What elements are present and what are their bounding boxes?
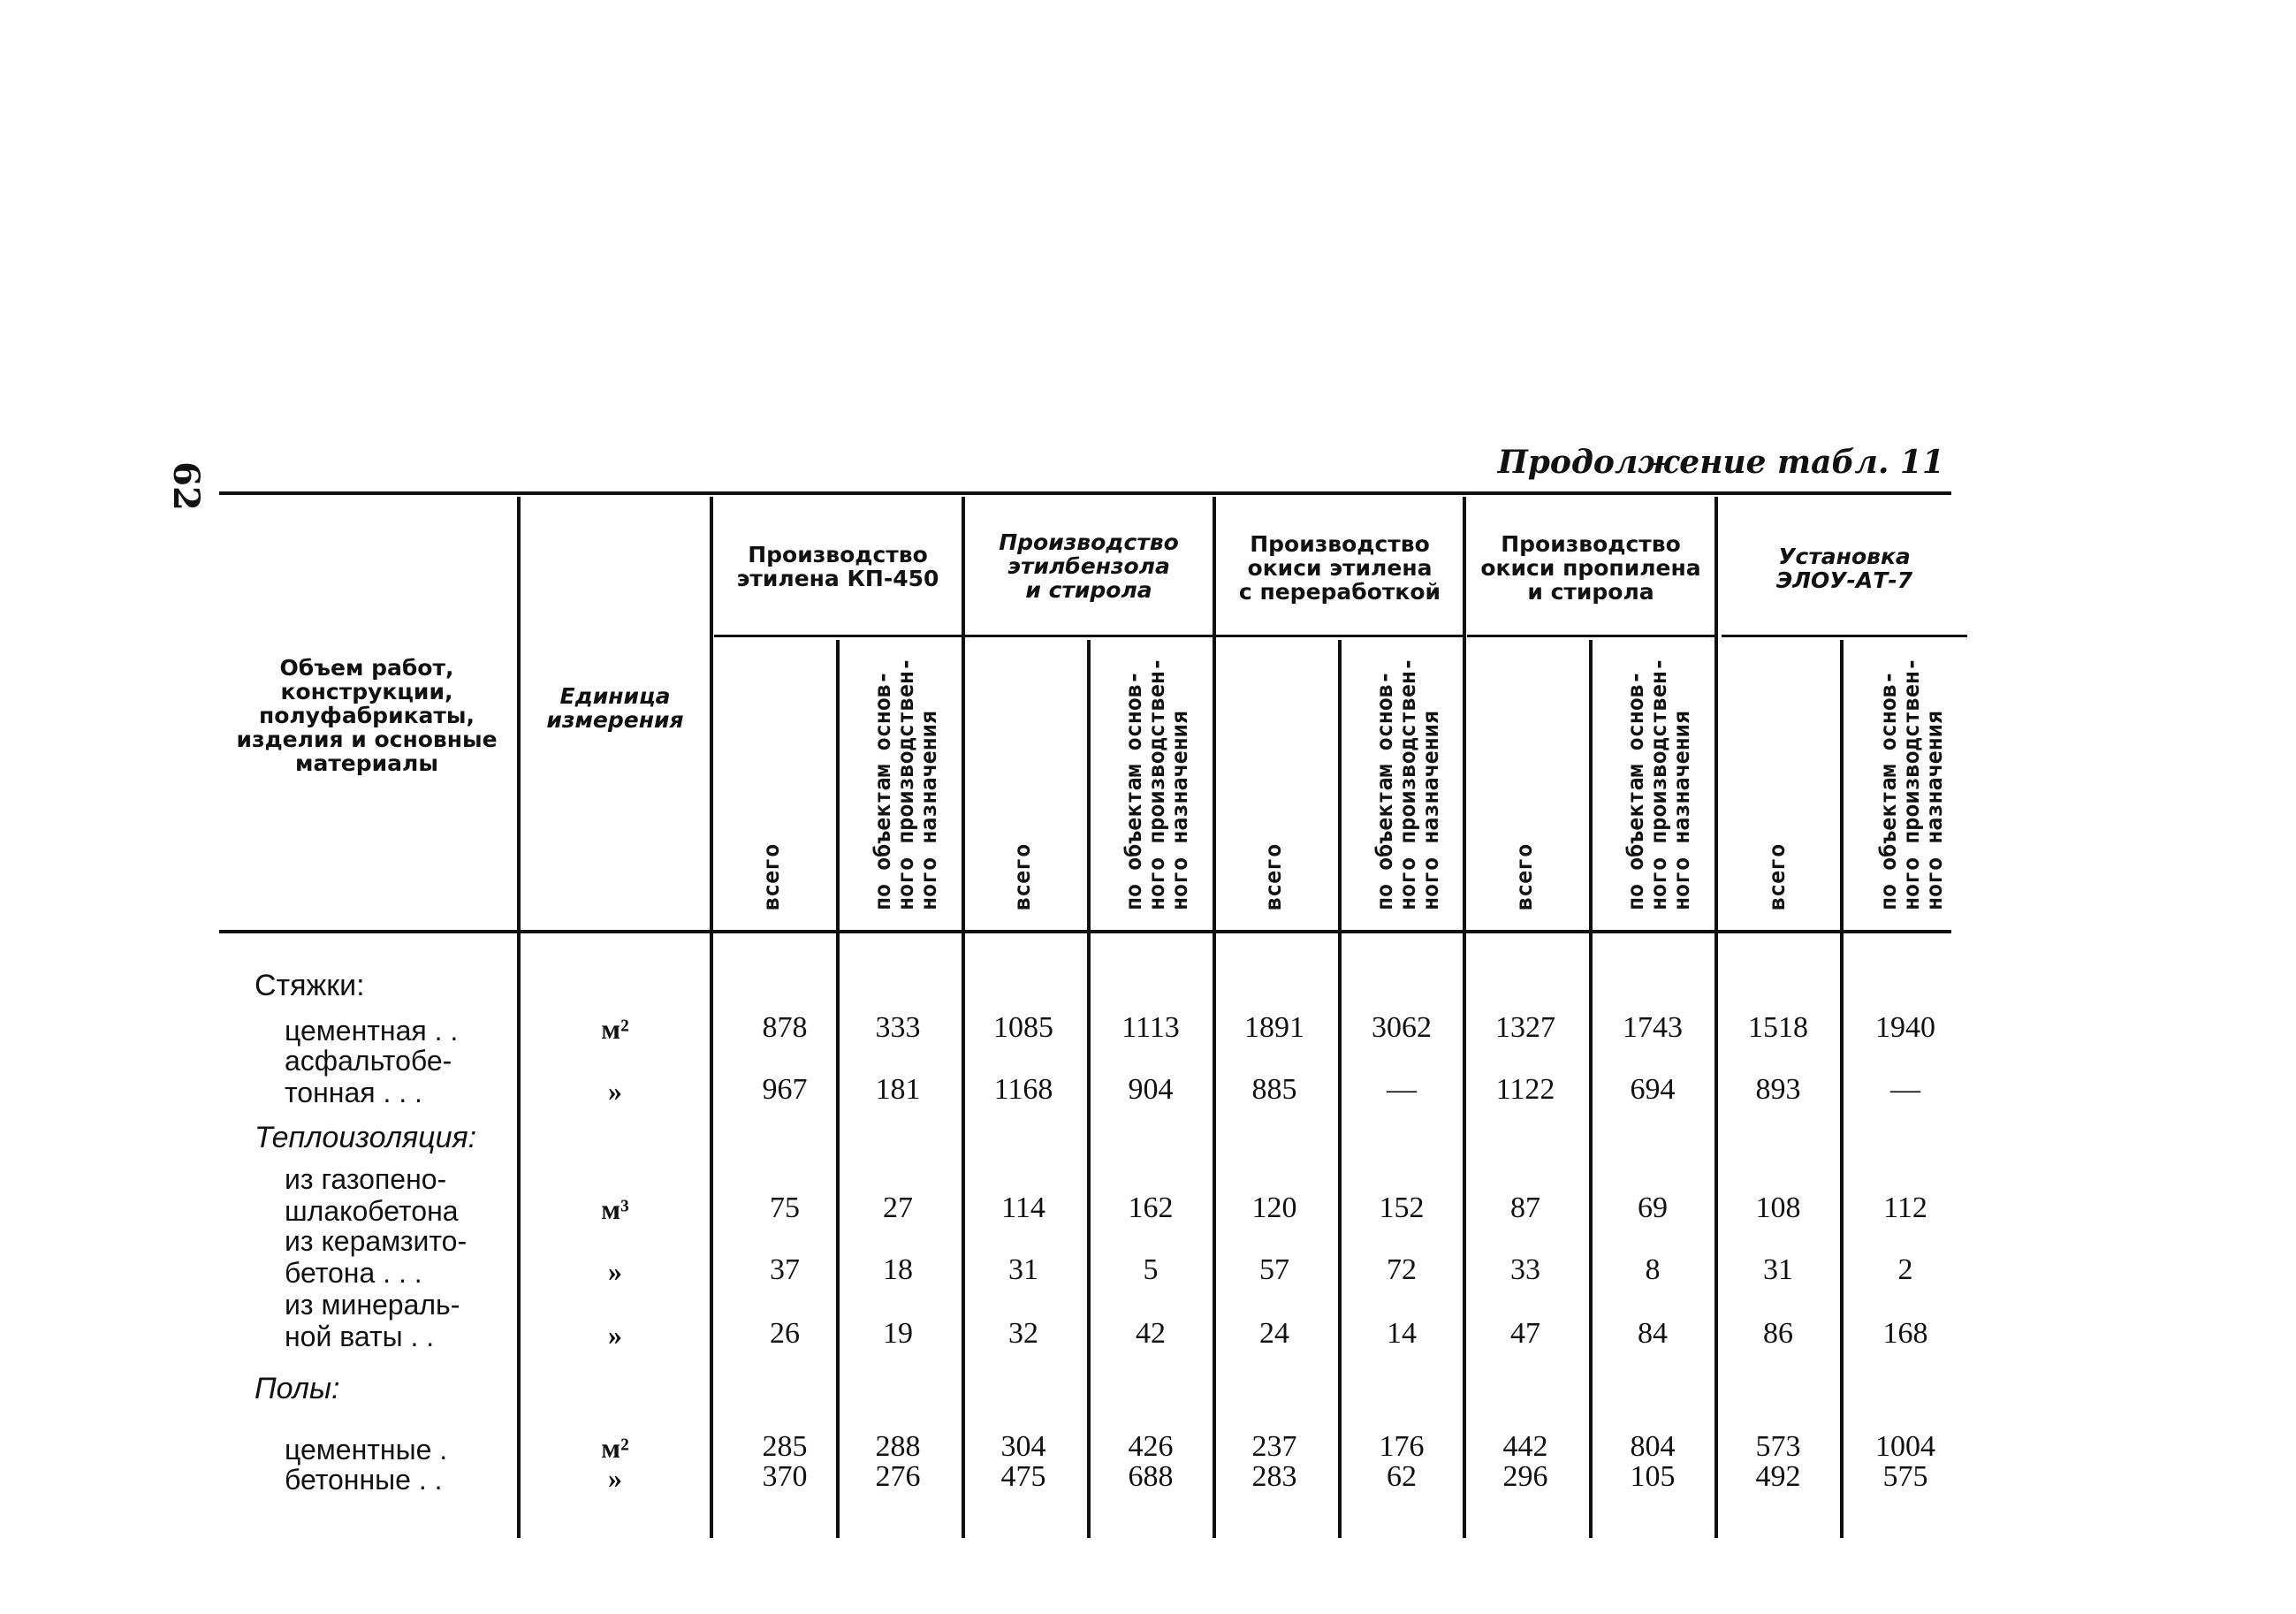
table-cell: 114	[1001, 1191, 1045, 1224]
table-cell: 31	[1763, 1253, 1793, 1286]
row-unit: м²	[601, 1013, 629, 1045]
table-cell: 112	[1883, 1191, 1927, 1224]
col-divider	[710, 497, 713, 1538]
subheader-total: всего	[1764, 843, 1790, 910]
table-cell: 694	[1630, 1073, 1676, 1106]
table-cell: 27	[883, 1191, 913, 1224]
row-label: из керамзито- бетона . . .	[285, 1225, 468, 1289]
subheader-main-purpose: по объектам основ- ного производствен- ного назначения	[1875, 658, 1947, 910]
col-divider	[962, 497, 965, 1538]
table-cell: 168	[1882, 1317, 1928, 1350]
col-divider	[1463, 497, 1466, 1538]
table-cell: 152	[1379, 1191, 1425, 1224]
table-cell: 181	[875, 1073, 921, 1106]
table-cell: 276	[875, 1460, 921, 1493]
col-divider	[1589, 640, 1593, 1538]
row-unit: »	[608, 1462, 622, 1494]
col-divider	[1087, 640, 1091, 1538]
col-divider	[517, 497, 521, 1538]
group-underline	[965, 635, 1213, 637]
table-cell: 176	[1379, 1430, 1425, 1463]
row-label: бетонные . .	[285, 1464, 443, 1496]
table-cell: 1113	[1121, 1011, 1180, 1044]
table-cell: 120	[1251, 1191, 1297, 1224]
table-cell: 2	[1897, 1253, 1913, 1286]
header-group-1: Производство этилена КП-450	[736, 542, 939, 591]
row-label: цементные .	[285, 1434, 448, 1466]
table-cell: 804	[1630, 1430, 1676, 1463]
row-unit: м²	[601, 1432, 629, 1464]
table-cell: 19	[883, 1317, 913, 1350]
table-cell: 237	[1251, 1430, 1297, 1463]
table-cell: 333	[875, 1011, 921, 1044]
table-cell: 1004	[1875, 1430, 1935, 1463]
table-cell: 33	[1510, 1253, 1540, 1286]
table-cell: 1327	[1495, 1011, 1555, 1044]
table-cell: 62	[1387, 1460, 1417, 1493]
col-divider	[1213, 497, 1216, 1538]
table-cell: 31	[1008, 1253, 1038, 1286]
table-cell: 86	[1763, 1317, 1793, 1350]
group-underline	[1722, 635, 1967, 637]
table-cell: 575	[1882, 1460, 1928, 1493]
table-cell: 24	[1259, 1317, 1289, 1350]
subheader-main-purpose: по объектам основ- ного производствен- ного назначения	[1623, 658, 1694, 910]
table-cell: 72	[1387, 1253, 1417, 1286]
header-item-column: Объем работ, конструкции, полуфабрикаты, изделия и основные материалы	[236, 655, 498, 776]
table-cell: 75	[770, 1191, 800, 1224]
table-cell: 283	[1251, 1460, 1297, 1493]
table-cell: 57	[1259, 1253, 1289, 1286]
subheader-total: всего	[1260, 843, 1286, 910]
row-unit: »	[608, 1319, 622, 1351]
table-cell: 26	[770, 1317, 800, 1350]
table-cell: 573	[1755, 1430, 1801, 1463]
table-cell: 87	[1510, 1191, 1540, 1224]
table-cell: 37	[770, 1253, 800, 1286]
table-cell: 967	[762, 1073, 808, 1106]
table-cell: 285	[762, 1430, 808, 1463]
table-cell: 475	[1000, 1460, 1046, 1493]
subheader-main-purpose: по объектам основ- ного производствен- ного назначения	[870, 658, 941, 910]
table-top-rule	[219, 491, 1951, 495]
table-cell: 688	[1128, 1460, 1174, 1493]
row-label: асфальтобе- тонная . . .	[285, 1045, 452, 1108]
table-cell: 442	[1502, 1430, 1548, 1463]
table-cell: 885	[1251, 1073, 1297, 1106]
section-title: Полы:	[255, 1372, 340, 1405]
col-divider	[1338, 640, 1342, 1538]
header-bottom-rule	[219, 930, 1951, 933]
table-cell: —	[1890, 1073, 1920, 1106]
row-unit: м³	[601, 1193, 629, 1225]
subheader-total: всего	[1511, 843, 1537, 910]
subheader-main-purpose: по объектам основ- ного производствен- ного назначения	[1121, 658, 1192, 910]
group-underline	[1216, 635, 1464, 637]
section-title: Стяжки:	[255, 969, 365, 1002]
header-group-3: Производство окиси этилена с переработкой	[1238, 531, 1441, 605]
row-label: из газопено- шлакобетона	[285, 1163, 459, 1227]
table-cell: 1122	[1495, 1073, 1555, 1106]
table-cell: 5	[1143, 1253, 1159, 1286]
table-cell: 1168	[993, 1073, 1053, 1106]
table-cell: 47	[1510, 1317, 1540, 1350]
table-cell: 1940	[1875, 1011, 1935, 1044]
table-cell: 42	[1136, 1317, 1166, 1350]
table-cell: 8	[1645, 1253, 1661, 1286]
table-cell: 1085	[993, 1011, 1053, 1044]
table-cell: 296	[1502, 1460, 1548, 1493]
page-number: 62	[165, 461, 207, 511]
table-cell: 32	[1008, 1317, 1038, 1350]
table-cell: 69	[1638, 1191, 1668, 1224]
table-cell: 84	[1638, 1317, 1668, 1350]
table-cell: —	[1387, 1073, 1417, 1106]
table-cell: 14	[1387, 1317, 1417, 1350]
table-cell: 1891	[1244, 1011, 1304, 1044]
table-cell: 878	[762, 1011, 808, 1044]
row-label: из минераль- ной ваты . .	[285, 1289, 460, 1352]
table-cell: 304	[1000, 1430, 1046, 1463]
col-divider	[1840, 640, 1844, 1538]
table-caption: Продолжение табл. 11	[1497, 444, 1944, 481]
header-group-4: Производство окиси пропилена и стирола	[1480, 531, 1701, 605]
table-cell: 904	[1128, 1073, 1174, 1106]
table-cell: 426	[1128, 1430, 1174, 1463]
table-cell: 18	[883, 1253, 913, 1286]
table-cell: 370	[762, 1460, 808, 1493]
table-cell: 3062	[1372, 1011, 1432, 1044]
table-cell: 1518	[1748, 1011, 1808, 1044]
table-cell: 288	[875, 1430, 921, 1463]
header-unit-column: Единица измерения	[546, 683, 684, 733]
subheader-total: всего	[758, 843, 784, 910]
group-underline	[1467, 635, 1714, 637]
header-group-5: Установка ЭЛОУ-АТ-7	[1775, 544, 1913, 593]
subheader-main-purpose: по объектам основ- ного производствен- ного назначения	[1372, 658, 1443, 910]
group-underline	[714, 635, 962, 637]
table-cell: 105	[1630, 1460, 1676, 1493]
table-cell: 1743	[1623, 1011, 1683, 1044]
row-unit: »	[608, 1075, 622, 1107]
col-divider	[1714, 497, 1718, 1538]
table-cell: 893	[1755, 1073, 1801, 1106]
table-cell: 162	[1128, 1191, 1174, 1224]
section-title: Теплоизоляция:	[255, 1121, 477, 1154]
table-cell: 108	[1755, 1191, 1801, 1224]
row-unit: »	[608, 1255, 622, 1287]
row-label: цементная . .	[285, 1015, 459, 1047]
table-cell: 492	[1755, 1460, 1801, 1493]
subheader-total: всего	[1009, 843, 1035, 910]
header-group-2: Производство этилбензола и стирола	[999, 529, 1179, 603]
